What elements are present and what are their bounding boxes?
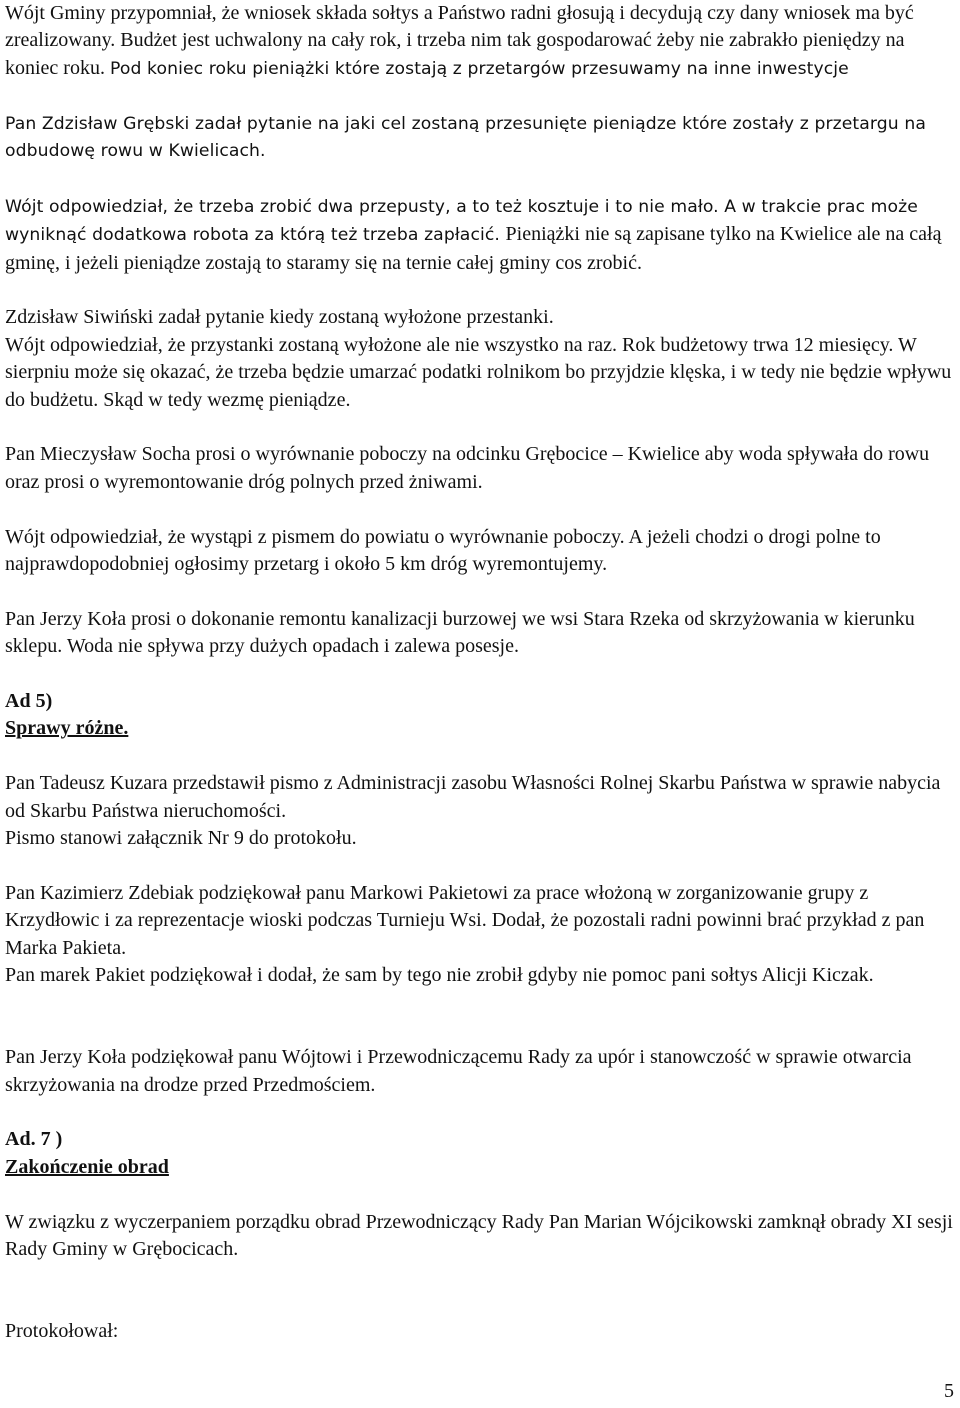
section-title-zakonczenie: Zakończenie obrad <box>5 1155 169 1178</box>
paragraph-socha-request: Pan Mieczysław Socha prosi o wyrównanie poboczy na odcinku Grębocice – Kwielice aby woda spływała do rowu oraz prosi o wyremontowanie dróg polnych przed żniwami. <box>5 443 930 493</box>
paragraph-grebski-question: Pan Zdzisław Grębski zadał pytanie na jaki cel zostaną przesunięte pieniądze które zostały z przetargu na odbudowę rowu w Kwielicach. <box>5 113 926 162</box>
paragraph-siwinski-question: Zdzisław Siwiński zadał pytanie kiedy zostaną wyłożone przestanki. <box>5 306 554 329</box>
paragraph-closing: W związku z wyczerpaniem porządku obrad Przewodniczący Rady Pan Marian Wójcikowski zamknął obrady XI sesji Rady Gminy w Grębocicach. <box>5 1210 953 1261</box>
paragraph-wojt-pobocza: Wójt odpowiedział, że wystąpi z pismem do powiatu o wyrównanie poboczy. A jeżeli chodzi o drogi polne to najprawdopodobniej ogłosimy przetarg i około 5 km dróg wyremontujemy. <box>5 525 881 576</box>
paragraph-kuzara-letter: Pan Tadeusz Kuzara przedstawił pismo z Administracji zasobu Własności Rolnej Skarbu Państwa w sprawie nabycia od Skarbu Państwa nieruchomości. <box>5 772 941 822</box>
paragraph-attachment-note: Pismo stanowi załącznik Nr 9 do protokołu. <box>5 827 357 850</box>
paragraph-protokolowal: Protokołował: <box>5 1320 119 1343</box>
section-label-ad7: Ad. 7 ) <box>5 1128 63 1151</box>
paragraph-kola-request: Pan Jerzy Koła prosi o dokonanie remontu kanalizacji burzowej we wsi Stara Rzeka od skrzyżowania w kierunku sklepu. Woda nie spływa przy dużych opadach i zalewa posesje. <box>5 607 915 658</box>
section-title-sprawy-rozne: Sprawy różne. <box>5 717 129 740</box>
paragraph-wojt-przepusty <box>5 193 956 277</box>
page-number: 5 <box>944 1380 954 1402</box>
paragraph-wojt-budget-text: Wójt Gminy przypomniał, że wniosek składa sołtys a Państwo radni głosują i decydują czy dany wniosek ma być zrealizowany. Budżet jest uchwalony na cały rok, i trzeba nim tak gospodarować żeby nie zabrakło pieniędzy na koniec roku. <box>5 2 914 79</box>
paragraph-wojt-budget <box>5 0 956 83</box>
paragraph-zdebiak-thanks: Pan Kazimierz Zdebiak podziękował panu Markowi Pakietowi za prace włożoną w zorganizowanie grupy z Krzydłowic i za reprezentacje wioski podczas Turnieju Wsi. Dodał, że pozostali radni powinni brać przykład z pan Marka Pakieta. <box>5 881 925 959</box>
paragraph-wojt-przystanki: Wójt odpowiedział, że przystanki zostaną wyłożone ale nie wszystko na raz. Rok budżetowy trwa 12 miesięcy. W sierpniu może się okazać, że trzeba będzie umarzać podatki rolnikom bo przyjdzie klęska, i w tedy nie będzie wpływu do budżetu. Skąd w tedy wezmę pieniądze. <box>5 333 952 411</box>
paragraph-wojt-przepusty-tail: Pieniążki nie są zapisane tylko na Kwielice ale na całą gminę, i jeżeli pieniądze zostają to staramy się na ternie całej gminy cos zrobić. <box>5 223 942 274</box>
section-label-ad5: Ad 5) <box>5 690 53 713</box>
paragraph-kola-thanks: Pan Jerzy Koła podziękował panu Wójtowi i Przewodniczącemu Rady za upór i stanowczość w sprawie otwarcia skrzyżowania na drodze przed Przedmościem. <box>5 1046 912 1096</box>
paragraph-wojt-budget-tail: Pod koniec roku pieniążki które zostają z przetargów przesuwamy na inne inwestycje <box>109 58 849 79</box>
paragraph-pakiet-thanks: Pan marek Pakiet podziękował i dodał, że sam by tego nie zrobił gdyby nie pomoc pani sołtys Alicji Kiczak. <box>5 964 874 987</box>
paragraph-wojt-przepusty-text: Wójt odpowiedział, że trzeba zrobić dwa przepusty, a to też kosztuje i to nie mało. A w trakcie prac może wyniknąć dodatkowa robota za którą też trzeba zapłacić. <box>5 196 918 246</box>
